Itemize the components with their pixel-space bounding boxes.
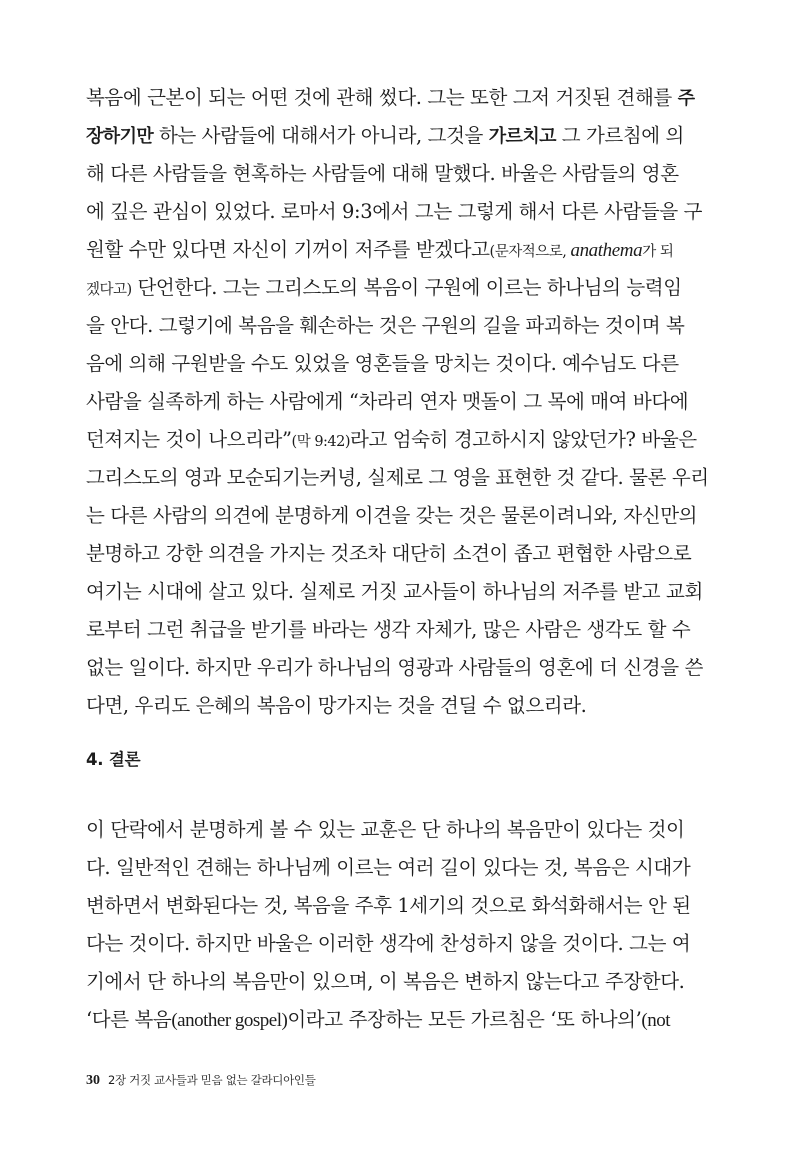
- text-line: ‘다른 복음(another gospel)이라고 주장하는 모든 가르침은 ‘또 하나의’(not: [86, 1008, 670, 1031]
- scripture-reference: (막 9:42): [291, 434, 351, 450]
- text-line: 겠다고) 단언한다. 그는 그리스도의 복음이 구원에 이르는 하나님의 능력임: [86, 276, 682, 299]
- text-line: 원할 수만 있다면 자신이 기꺼이 저주를 받겠다고(문자적으로, anathema가 되: [86, 238, 674, 261]
- text-line: 기에서 단 하나의 복음만이 있으며, 이 복음은 변하지 않는다고 주장한다.: [86, 970, 685, 993]
- text-line: 다면, 우리도 은혜의 복음이 망가지는 것을 견딜 수 없으리라.: [86, 694, 587, 717]
- text-line: 사람을 실족하게 하는 사람에게 “차라리 연자 맷돌이 그 목에 매여 바다에: [86, 390, 689, 413]
- text-line: 에 깊은 관심이 있었다. 로마서 9:3에서 그는 그렇게 해서 다른 사람들을 구: [86, 200, 703, 223]
- body-paragraph-2: [86, 811, 691, 1039]
- emphasis-text: 주: [677, 88, 695, 109]
- page-number: 30: [86, 1073, 100, 1088]
- page-footer: [86, 1071, 316, 1090]
- english-gloss: (not: [641, 1010, 670, 1031]
- latin-term: anathema: [570, 240, 643, 261]
- text-line: 장하기만 하는 사람들에 대해서가 아니라, 그것을 가르치고 그 가르침에 의: [86, 124, 684, 147]
- text-line: 변하면서 변화된다는 것, 복음을 주후 1세기의 것으로 화석화해서는 안 된: [86, 894, 691, 917]
- text-line: 다. 일반적인 견해는 하나님께 이르는 여러 길이 있다는 것, 복음은 시대가: [86, 856, 691, 879]
- emphasis-text: 가르치고: [488, 126, 556, 147]
- text-line: 던져지는 것이 나으리라”(막 9:42)라고 엄숙히 경고하시지 않았던가? 바울은: [86, 428, 697, 451]
- section-heading: 4. 결론: [86, 750, 141, 769]
- parenthetical-note: (문자적으로,: [489, 244, 571, 260]
- text-line: 로부터 그런 취급을 받기를 바라는 생각 자체가, 많은 사람은 생각도 할 수: [86, 618, 691, 641]
- body-paragraph-1: [86, 79, 709, 725]
- text-line: 없는 일이다. 하지만 우리가 하나님의 영광과 사람들의 영혼에 더 신경을 쓴: [86, 656, 703, 679]
- text-line: 그리스도의 영과 모순되기는커녕, 실제로 그 영을 표현한 것 같다. 물론 우리: [86, 466, 709, 489]
- text-line: 복음에 근본이 되는 어떤 것에 관해 썼다. 그는 또한 그저 거짓된 견해를 주: [86, 86, 695, 109]
- text-line: 는 다른 사람의 의견에 분명하게 이견을 갖는 것은 물론이려니와, 자신만의: [86, 504, 698, 527]
- english-gloss: (another gospel): [171, 1010, 288, 1031]
- text-line: 해 다른 사람들을 현혹하는 사람들에 대해 말했다. 바울은 사람들의 영혼: [86, 162, 679, 185]
- text-line: 이 단락에서 분명하게 볼 수 있는 교훈은 단 하나의 복음만이 있다는 것이: [86, 818, 685, 841]
- text-line: 을 안다. 그렇기에 복음을 훼손하는 것은 구원의 길을 파괴하는 것이며 복: [86, 314, 685, 337]
- text-line: 여기는 시대에 살고 있다. 실제로 거짓 교사들이 하나님의 저주를 받고 교회: [86, 580, 703, 603]
- emphasis-text: 장하기만: [86, 126, 154, 147]
- parenthetical-note: 겠다고): [86, 282, 132, 298]
- text-line: 다는 것이다. 하지만 바울은 이러한 생각에 찬성하지 않을 것이다. 그는 여: [86, 932, 691, 955]
- text-line: 분명하고 강한 의견을 가지는 것조차 대단히 소견이 좁고 편협한 사람으로: [86, 542, 692, 565]
- running-chapter-title: 2장 거짓 교사들과 믿음 없는 갈라디아인들: [108, 1073, 316, 1087]
- parenthetical-note: 가 되: [642, 244, 674, 260]
- text-line: 음에 의해 구원받을 수도 있었을 영혼들을 망치는 것이다. 예수님도 다른: [86, 352, 679, 375]
